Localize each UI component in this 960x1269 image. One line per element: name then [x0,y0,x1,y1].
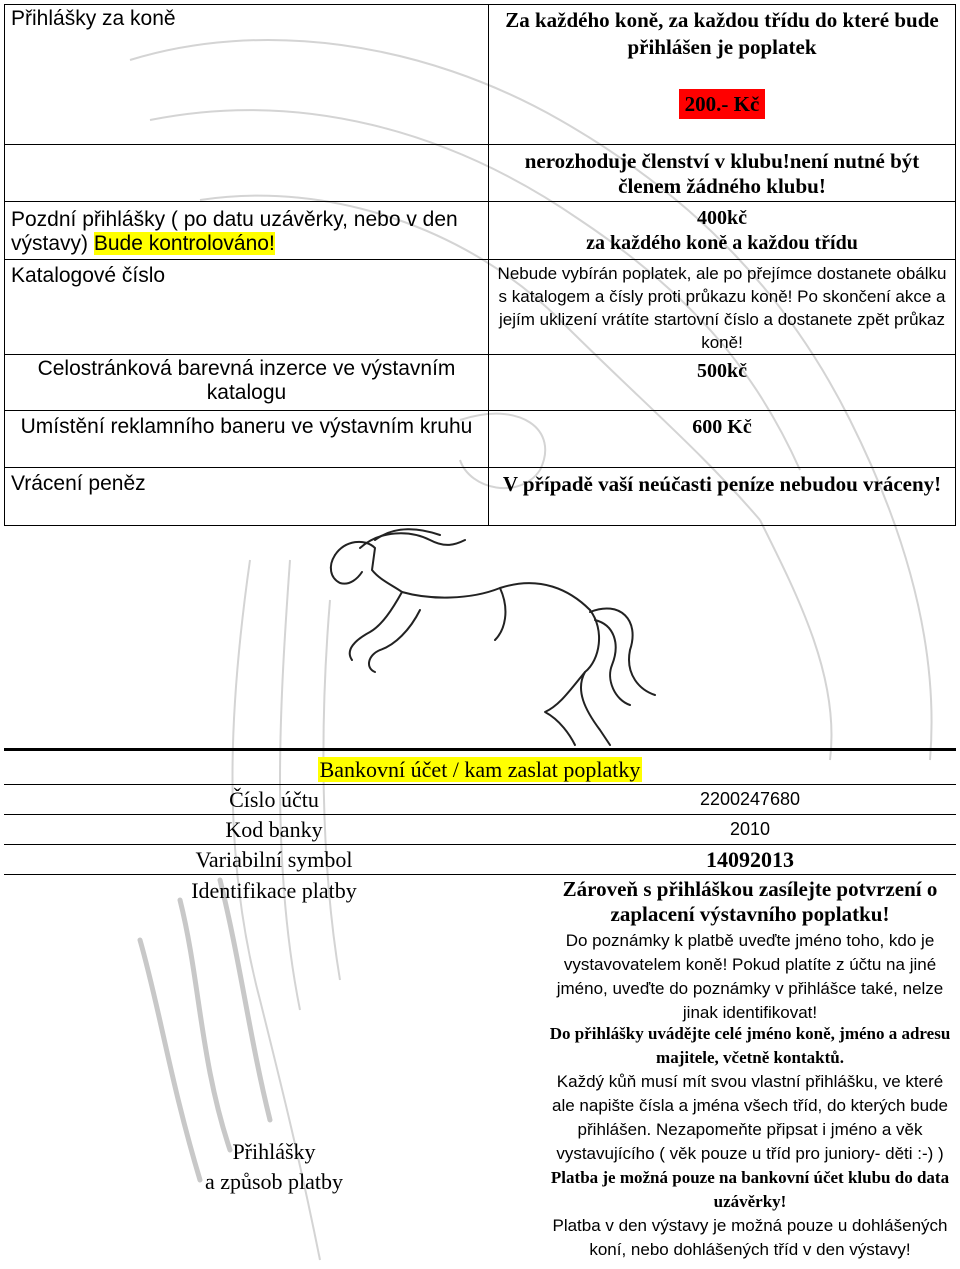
account-value: 2200247680 [699,789,801,809]
membership-left-cell [5,145,489,202]
late-amount-note: za každého koně a každou třídu [586,232,858,254]
account-row [4,784,956,815]
late-label-highlight: Bude kontrolováno! [93,232,275,255]
vs-row [4,845,956,875]
vs-value: 14092013 [706,847,794,872]
late-label-cell [5,202,489,260]
fees-row-refund [5,468,956,526]
ad-amount: 500kč [489,355,956,411]
refund-note: V případě vaší neúčasti peníze nebudou vráceny! [489,468,956,526]
id-content [544,875,956,1021]
membership-note: nerozhoduje členství v klubu!není nutné být členem žádného klubu! [489,145,956,202]
fees-row-ad [5,355,956,411]
entry-fee-amount: 200.- Kč [679,89,766,119]
catalog-note: Nebude vybírán poplatek, ale po přejímce dostanete obálku s katalogem a čísly proti průkazu koně! Po skončení akce a jejím uklizení vrátíte startovní číslo a dostanete zpět průkaz koně! [489,260,956,355]
account-label: Číslo účtu [229,787,319,812]
bank-title: Bankovní účet / kam zaslat poplatky [319,757,641,782]
entry-fee-cell [489,5,956,145]
fees-title-cell [5,5,489,145]
apps-content [544,1021,956,1259]
fees-row-catalog [5,260,956,355]
ad-label: Celostránková barevná inzerce ve výstavním katalogu [5,355,489,411]
catalog-label: Katalogové číslo [5,260,489,355]
apps-text-2: Platba v den výstavy je možná pouze u dohlášených koní, nebo dohlášených tříd v den výstavy! [552,1216,948,1259]
id-label: Identifikace platby [191,878,357,903]
bank-section [4,748,956,1259]
id-head: Zároveň s přihláškou zasílejte potvrzení o zaplacení výstavního poplatku! [562,877,938,926]
apps-label-1: Přihlášky [232,1139,316,1164]
id-body: Do poznámky k platbě uveďte jméno toho, kdo je vystavovatelem koně! Pokud platíte z účtu na jiné jméno, uveďte do poznámky v přihlášce také, nelze jinak identifikovat! [556,931,944,1022]
fees-table [4,4,956,526]
refund-label: Vrácení peněz [5,468,489,526]
vs-label: Variabilní symbol [195,847,353,872]
apps-label [4,1021,544,1256]
late-fee-cell [489,202,956,260]
fees-row-banner [5,411,956,468]
late-label: Pozdní přihlášky ( po datu uzávěrky, nebo v den výstavy) [11,208,458,255]
entry-fee-note: Za každého koně, za každou třídu do které bude přihlášen je poplatek [505,8,939,59]
late-amount: 400kč [697,207,747,229]
apps-label-2: a způsob platby [204,1169,344,1194]
banner-label: Umístění reklamního baneru ve výstavním kruhu [5,411,489,468]
apps-text-1: Každý kůň musí mít svou vlastní přihlášku, ve které ale napište čísla a jména všech tříd, do kterých bude přihlášen. Nezapomeňte připsat i jméno a věk vystavujícího ( věk pouze u tříd pro juniory- děti :-) ) [552,1072,948,1163]
fees-row-late [5,202,956,260]
fees-title: Přihlášky za koně [11,7,176,30]
bank-code-row [4,815,956,845]
fees-row-entry [5,5,956,145]
apps-bold-2: Platba je možná pouze na bankovní účet klubu do data uzávěrky! [550,1168,950,1211]
applications-block [4,1021,956,1259]
fees-row-membership [5,145,956,202]
bank-code-value: 2010 [729,819,771,839]
apps-bold-1: Do přihlášky uvádějte celé jméno koně, jméno a adresu majitele, včetně kontaktů. [549,1024,951,1067]
identification-block [4,875,956,1021]
bank-code-label: Kod banky [225,817,323,842]
banner-amount: 600 Kč [489,411,956,468]
